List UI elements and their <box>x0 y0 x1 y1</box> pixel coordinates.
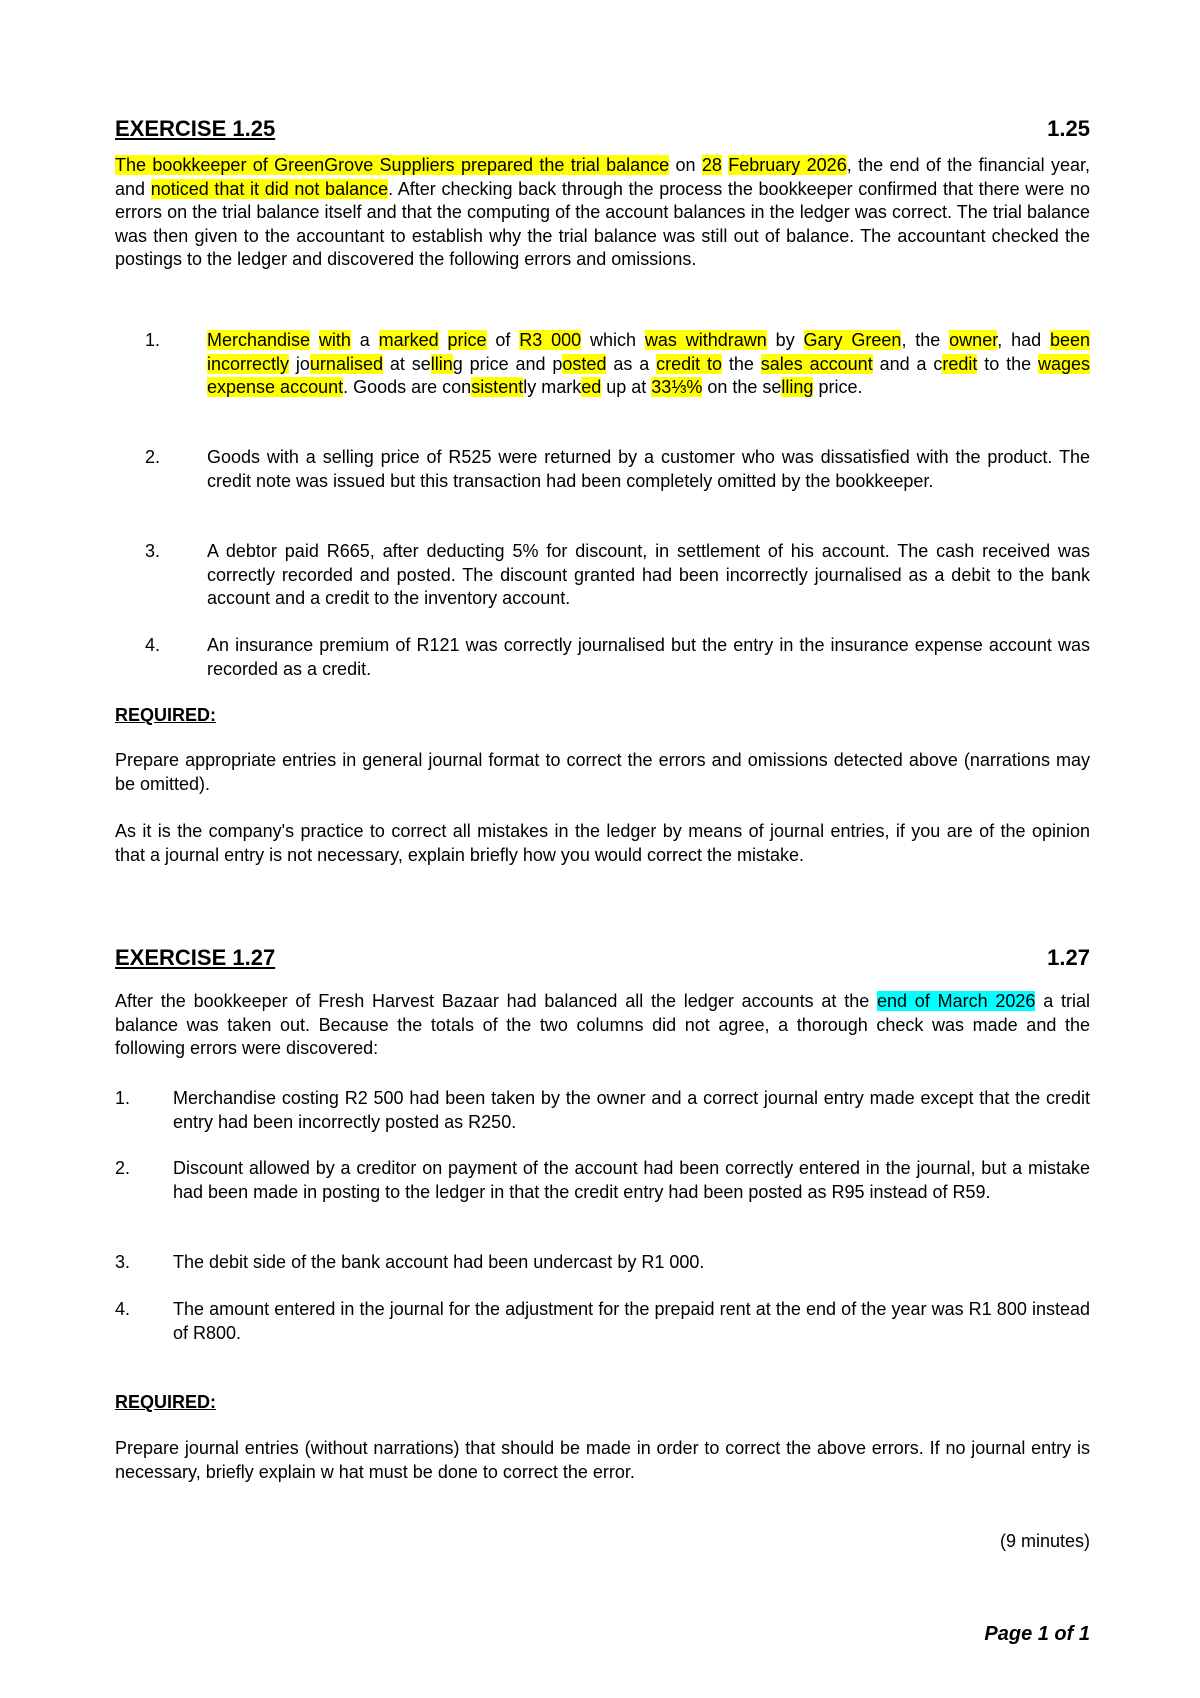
item-text: Merchandise with a marked price of R3 000 which was withdrawn by Gary Green, the owner, had been incorrectly journalised at selling price and posted as a credit to the sales account and a credit to the wages expense account. Goods are consistently marked up at 33⅓% on the selling price. <box>207 330 1091 397</box>
exercise-1-25-heading <box>115 116 1090 146</box>
item-text: A debtor paid R665, after deducting 5% for discount, in settlement of his account. The cash received was correctly recorded and posted. The discount granted had been incorrectly journalised as a debit to the bank account and a credit to the inventory account. <box>207 541 1090 608</box>
item-text: An insurance premium of R121 was correctly journalised but the entry in the insurance expense account was recorded as a credit. <box>207 635 1090 679</box>
text-run: After the bookkeeper of Fresh Harvest Bazaar had balanced all the ledger accounts at the <box>115 991 877 1011</box>
text-run: , the end of the financial year, and <box>115 155 1090 199</box>
item-number: 1. <box>145 330 161 350</box>
exercise-1-27-heading <box>115 945 1090 975</box>
exercise-title: EXERCISE 1.25 <box>115 116 276 141</box>
exercise-1-27-intro <box>115 990 1090 1061</box>
item-number: 4. <box>145 635 161 655</box>
required-label: REQUIRED: <box>115 1392 217 1412</box>
item-number: 1. <box>115 1088 131 1108</box>
item-text: Goods with a selling price of R525 were returned by a customer who was dissatisfied with the product. The credit note was issued but this transaction had been completely omitted by the bookkeeper. <box>207 447 1090 491</box>
exercise-title: EXERCISE 1.27 <box>115 945 276 970</box>
highlight: noticed that it did not balance <box>150 178 389 199</box>
time-allocation: (9 minutes) <box>999 1531 1090 1551</box>
item-number: 3. <box>115 1252 131 1272</box>
required-label: REQUIRED: <box>115 705 217 725</box>
highlight: end of March 2026 <box>877 991 1036 1011</box>
page-number: Page 1 of 1 <box>984 1623 1090 1645</box>
item-number: 2. <box>145 447 161 467</box>
highlight: The bookkeeper of GreenGrove Suppliers prepared the trial balance <box>115 155 670 175</box>
required-text: Prepare appropriate entries in general journal format to correct the errors and omissions detected above (narrations may be omitted). <box>115 750 1090 794</box>
highlight: February 2026 <box>728 155 847 175</box>
exercise-number: 1.25 <box>1047 116 1090 141</box>
required-text: Prepare journal entries (without narrations) that should be made in order to correct the above errors. If no journal entry is necessary, briefly explain w hat must be done to correct the error. <box>115 1438 1090 1482</box>
item-text: The amount entered in the journal for the adjustment for the prepaid rent at the end of the year was R1 800 instead of R800. <box>173 1299 1090 1343</box>
text-run: a trial balance was taken out. Because the totals of the two columns did not agree, a thorough check was made and the following errors were discovered: <box>115 991 1090 1058</box>
item-text: The debit side of the bank account had been undercast by R1 000. <box>173 1252 705 1272</box>
text-run: . After checking back through the process the bookkeeper confirmed that there were no errors on the trial balance itself and that the computing of the account balances in the ledger was correct. The trial balance was then given to the accountant to establish why the trial balance was still out of balance. The accountant checked the postings to the ledger and discovered the following errors and omissions. <box>115 178 1090 269</box>
item-number: 3. <box>145 541 161 561</box>
text-run: on <box>669 155 702 175</box>
item-number: 2. <box>115 1158 131 1178</box>
item-text: Merchandise costing R2 500 had been taken by the owner and a correct journal entry made except that the credit entry had been incorrectly posted as R250. <box>173 1088 1090 1132</box>
exercise-1-25-intro <box>115 154 1090 272</box>
item-text: Discount allowed by a creditor on payment of the account had been correctly entered in the journal, but a mistake had been made in posting to the ledger in that the credit entry had been posted as R95 instead of R59. <box>173 1158 1090 1202</box>
required-text: As it is the company's practice to correct all mistakes in the ledger by means of journal entries, if you are of the opinion that a journal entry is not necessary, explain briefly how you would correct the mistake. <box>115 821 1090 865</box>
item-number: 4. <box>115 1299 131 1319</box>
exercise-number: 1.27 <box>1047 945 1090 970</box>
highlight: 28 <box>701 155 722 175</box>
